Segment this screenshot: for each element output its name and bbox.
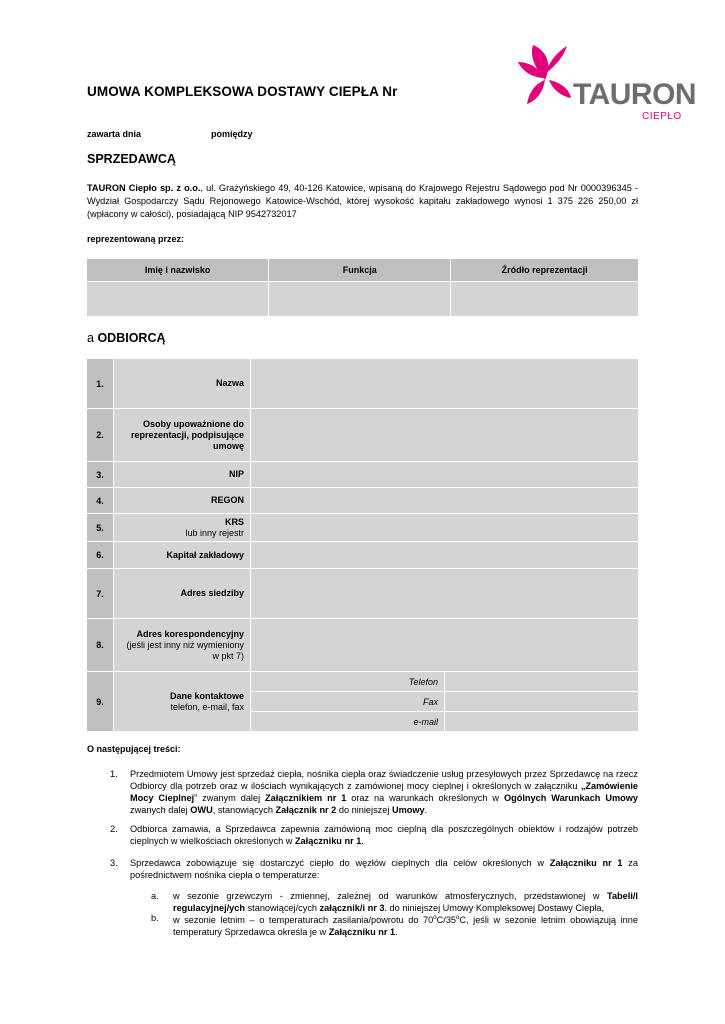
- content-heading: O następującej treści:: [87, 744, 181, 754]
- table-row: [87, 542, 639, 569]
- header-source: Źródło reprezentacji: [451, 259, 639, 282]
- row-label-text: Dane kontaktowe: [169, 690, 244, 701]
- recipient-table: [86, 358, 639, 732]
- table-row: [87, 462, 639, 488]
- row-label: [114, 569, 251, 619]
- table-row: [87, 514, 639, 542]
- krs-value[interactable]: [251, 514, 639, 542]
- seller-description: [87, 182, 638, 221]
- phone-label: Telefon: [251, 672, 445, 692]
- row-number: 1.: [87, 359, 114, 409]
- row-label-sub: (jeśli jest inny niż wymieniony w pkt 7): [126, 639, 244, 661]
- rep-name-cell[interactable]: [87, 282, 269, 317]
- clause-3: Sprzedawca zobowiązuje się dostarczyć ciepło do węzłów cieplnych dla celów określonych w Załączniku nr 1 za pośrednictwem nośnika ciepła o temperaturze:: [130, 858, 638, 880]
- rep-source-cell[interactable]: [451, 282, 639, 317]
- capital-value[interactable]: [251, 542, 639, 569]
- row-label-text: Adres korespondencyjny: [136, 628, 244, 639]
- concluded-label: zawarta dnia: [87, 129, 142, 139]
- row-number: 2.: [87, 409, 114, 462]
- phone-value[interactable]: [445, 672, 639, 692]
- row-number: 3.: [87, 462, 114, 488]
- email-value[interactable]: [445, 712, 639, 732]
- between-label: pomiędzy: [211, 129, 253, 139]
- nip-value[interactable]: [251, 462, 639, 488]
- seller-details: , ul. Grażyńskiego 49, 40-126 Katowice, wpisaną do Krajowego Rejestru Sądowego pod Nr 0000396345 - Wydział Gospodarczy Sądu Rejonowego Katowice-Wschód, której wysokość kapitału zakładowego wynosi 1 375 226 250,00 zł (wpłacony w całości), posiadającą NIP 9542732017: [87, 183, 638, 219]
- header-function: Funkcja: [269, 259, 451, 282]
- row-number: 4.: [87, 488, 114, 514]
- seller-heading: SPRZEDAWCĄ: [87, 152, 176, 166]
- clause-3b: w sezonie letnim – o temperaturach zasilania/powrotu do 70$^o$C/35$^o$C, jeśli w sezonie letnim obowiązują inne temperatury Sprzedawca określa je w Załączniku nr 1.: [173, 915, 638, 938]
- row-number: 9.: [87, 672, 114, 732]
- row-number: 8.: [87, 619, 114, 672]
- header-name: Imię i nazwisko: [87, 259, 269, 282]
- item-letter: a.: [151, 891, 159, 901]
- item-number: 3.: [110, 858, 118, 868]
- tauron-logo: [515, 40, 695, 125]
- registered-address-value[interactable]: [251, 569, 639, 619]
- row-label: [114, 542, 251, 569]
- table-row: [87, 359, 639, 409]
- row-label: [114, 359, 251, 409]
- logo-wordmark: TAURON: [573, 78, 697, 111]
- representatives-value[interactable]: [251, 409, 639, 462]
- rep-function-cell[interactable]: [269, 282, 451, 317]
- row-label-text: NIP: [228, 469, 244, 479]
- regon-value[interactable]: [251, 488, 639, 514]
- row-label: [114, 488, 251, 514]
- clause-1: Przedmiotem Umowy jest sprzedaż ciepła, nośnika ciepła oraz świadczenie usług przesyłowych przez Sprzedawcę na rzecz Odbiorcy dla potrzeb oraz w ilościach wynikających z zamówionej mocy cieplnej i określonych w załączniku „Zamówienie Mocy Cieplnej” zwanym dalej Załącznikiem nr 1 oraz na warunkach określonych w Ogólnych Warunkach Umowy zwanych dalej OWU, stanowiących Załącznik nr 2 do niniejszej Umowy.: [130, 769, 639, 815]
- row-label-text: REGON: [210, 495, 244, 505]
- name-value[interactable]: [251, 359, 639, 409]
- row-label: [114, 462, 251, 488]
- correspondence-address-value[interactable]: [251, 619, 639, 672]
- fax-label: Fax: [251, 692, 445, 712]
- table-row: [87, 569, 639, 619]
- item-number: 2.: [110, 824, 118, 834]
- row-label-text: Adres siedziby: [180, 588, 244, 598]
- row-label: [114, 409, 251, 462]
- row-label-text: KRS: [224, 516, 244, 527]
- row-number: 7.: [87, 569, 114, 619]
- seller-name: TAURON Ciepło sp. z o.o.: [87, 183, 201, 193]
- recipient-heading-text: ODBIORCĄ: [97, 331, 166, 345]
- item-letter: b.: [151, 913, 159, 923]
- email-label: e-mail: [251, 712, 445, 732]
- row-number: 5.: [87, 514, 114, 542]
- representation-table: [86, 258, 639, 317]
- row-label: [114, 619, 251, 672]
- document-title: UMOWA KOMPLEKSOWA DOSTAWY CIEPŁA Nr: [87, 84, 398, 99]
- row-number: 6.: [87, 542, 114, 569]
- table-row: [87, 672, 639, 692]
- recipient-heading: [87, 331, 166, 345]
- row-label-text: Kapitał zakładowy: [166, 549, 244, 560]
- clause-3a: w sezonie grzewczym - zmiennej, zależnej od warunków atmosferycznych, przedstawionej w Tabeli/I regulacyjnej/ych stanowiącej/cych załącznik/i nr 3. do niniejszej Umowy Kompleksowej Dostawy Ciepła,: [173, 891, 638, 913]
- table-row: [87, 619, 639, 672]
- logo-subtitle: CIEPŁO: [642, 111, 682, 122]
- row-label-sub: lub inny rejestr: [185, 527, 244, 538]
- recipient-prefix: a: [87, 331, 98, 345]
- row-label: [114, 672, 251, 732]
- item-number: 1.: [110, 769, 118, 779]
- row-label-text: Osoby upoważnione do reprezentacji, podpisujące umowę: [130, 418, 244, 451]
- clause-2: Odbiorca zamawia, a Sprzedawca zapewnia zamówioną moc cieplną dla poszczególnych obiektów i rodzajów potrzeb cieplnych w wielkościach określonych w Załączniku nr 1.: [130, 824, 638, 846]
- table-row: [87, 409, 639, 462]
- represented-by-label: reprezentowaną przez:: [87, 234, 185, 244]
- table-row: [87, 488, 639, 514]
- row-label-text: Nazwa: [215, 378, 244, 388]
- row-label: [114, 514, 251, 542]
- row-label-sub: telefon, e-mail, fax: [170, 701, 244, 712]
- fax-value[interactable]: [445, 692, 639, 712]
